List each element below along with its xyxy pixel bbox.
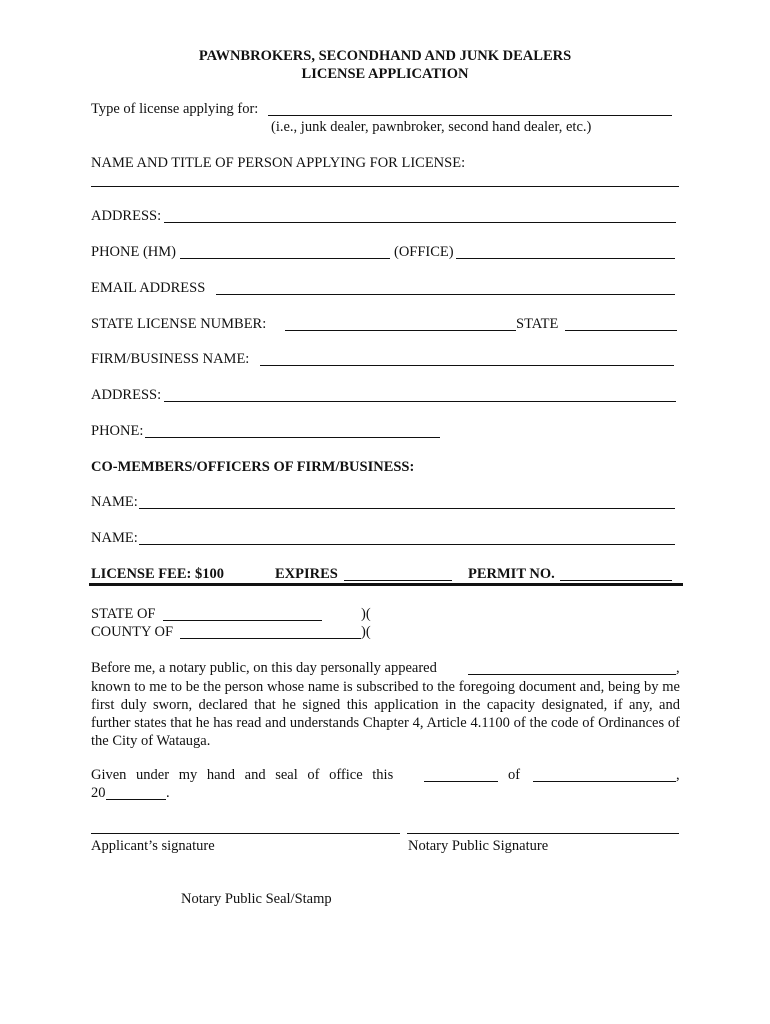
comember-name2-field[interactable] — [139, 544, 675, 545]
given-day-field[interactable] — [424, 781, 498, 782]
state-license-label: STATE LICENSE NUMBER: — [91, 316, 267, 332]
name-title-field[interactable] — [91, 186, 679, 187]
county-of-label: COUNTY OF — [91, 624, 174, 640]
given-under-label: Given under my hand and seal of office this — [91, 767, 394, 783]
email-field[interactable] — [216, 294, 675, 295]
notary-paragraph-start: Before me, a notary public, on this day personally appeared — [91, 660, 437, 676]
address-label: ADDRESS: — [91, 208, 162, 224]
form-title-line1: PAWNBROKERS, SECONDHAND AND JUNK DEALERS — [198, 48, 572, 64]
applicant-signature-field[interactable] — [91, 833, 400, 834]
state-of-label: STATE OF — [91, 606, 156, 622]
firm-phone-field[interactable] — [145, 437, 440, 438]
appeared-comma: , — [676, 660, 680, 676]
comember-name1-field[interactable] — [139, 508, 675, 509]
address-field[interactable] — [164, 222, 676, 223]
firm-address-label: ADDRESS: — [91, 387, 162, 403]
phone-home-label: PHONE (HM) — [91, 244, 176, 260]
phone-home-field[interactable] — [180, 258, 390, 259]
notary-signature-field[interactable] — [407, 833, 679, 834]
email-label: EMAIL ADDRESS — [91, 280, 206, 296]
comember-name1-label: NAME: — [91, 494, 138, 510]
comembers-heading: CO-MEMBERS/OFFICERS OF FIRM/BUSINESS: — [91, 459, 415, 475]
phone-office-field[interactable] — [456, 258, 675, 259]
permit-label: PERMIT NO. — [468, 566, 555, 582]
firm-address-field[interactable] — [164, 401, 676, 402]
firm-name-label: FIRM/BUSINESS NAME: — [91, 351, 250, 367]
name-title-label: NAME AND TITLE OF PERSON APPLYING FOR LICENSE: — [91, 155, 466, 171]
comember-name2-label: NAME: — [91, 530, 138, 546]
expires-label: EXPIRES — [275, 566, 338, 582]
given-month-field[interactable] — [533, 781, 676, 782]
state-of-field[interactable] — [163, 620, 322, 621]
firm-name-field[interactable] — [260, 365, 674, 366]
permit-field[interactable] — [560, 580, 672, 581]
county-of-paren: )( — [361, 624, 371, 640]
state-of-paren: )( — [361, 606, 371, 622]
phone-office-label: (OFFICE) — [394, 244, 454, 260]
year-suffix: . — [166, 785, 170, 801]
given-of-label: of — [508, 767, 521, 783]
license-type-label: Type of license applying for: — [91, 101, 259, 117]
year-field[interactable] — [106, 799, 166, 800]
given-comma: , — [676, 767, 680, 783]
license-type-hint: (i.e., junk dealer, pawnbroker, second hand dealer, etc.) — [271, 119, 592, 135]
applicant-signature-label: Applicant’s signature — [91, 838, 215, 854]
license-fee: LICENSE FEE: $100 — [91, 566, 224, 582]
appeared-name-field[interactable] — [468, 674, 676, 675]
license-type-field[interactable] — [268, 115, 672, 116]
notary-seal-label: Notary Public Seal/Stamp — [181, 891, 332, 907]
expires-field[interactable] — [344, 580, 452, 581]
state-label: STATE — [516, 316, 559, 332]
county-of-field[interactable] — [180, 638, 361, 639]
firm-phone-label: PHONE: — [91, 423, 144, 439]
notary-paragraph-body: known to me to be the person whose name is subscribed to the foregoing document and, being by me first duly sworn, declared that he signed this application in the capacity designated, if any, and further states that he has read and understands Chapter 4, Article 4.1100 of the code of Ordinances of the City of Watauga. — [91, 679, 680, 749]
section-divider — [89, 583, 683, 586]
notary-signature-label: Notary Public Signature — [408, 838, 549, 854]
state-license-field[interactable] — [285, 330, 516, 331]
year-prefix: 20 — [91, 785, 106, 801]
form-title-line2: LICENSE APPLICATION — [301, 66, 469, 82]
state-field[interactable] — [565, 330, 677, 331]
